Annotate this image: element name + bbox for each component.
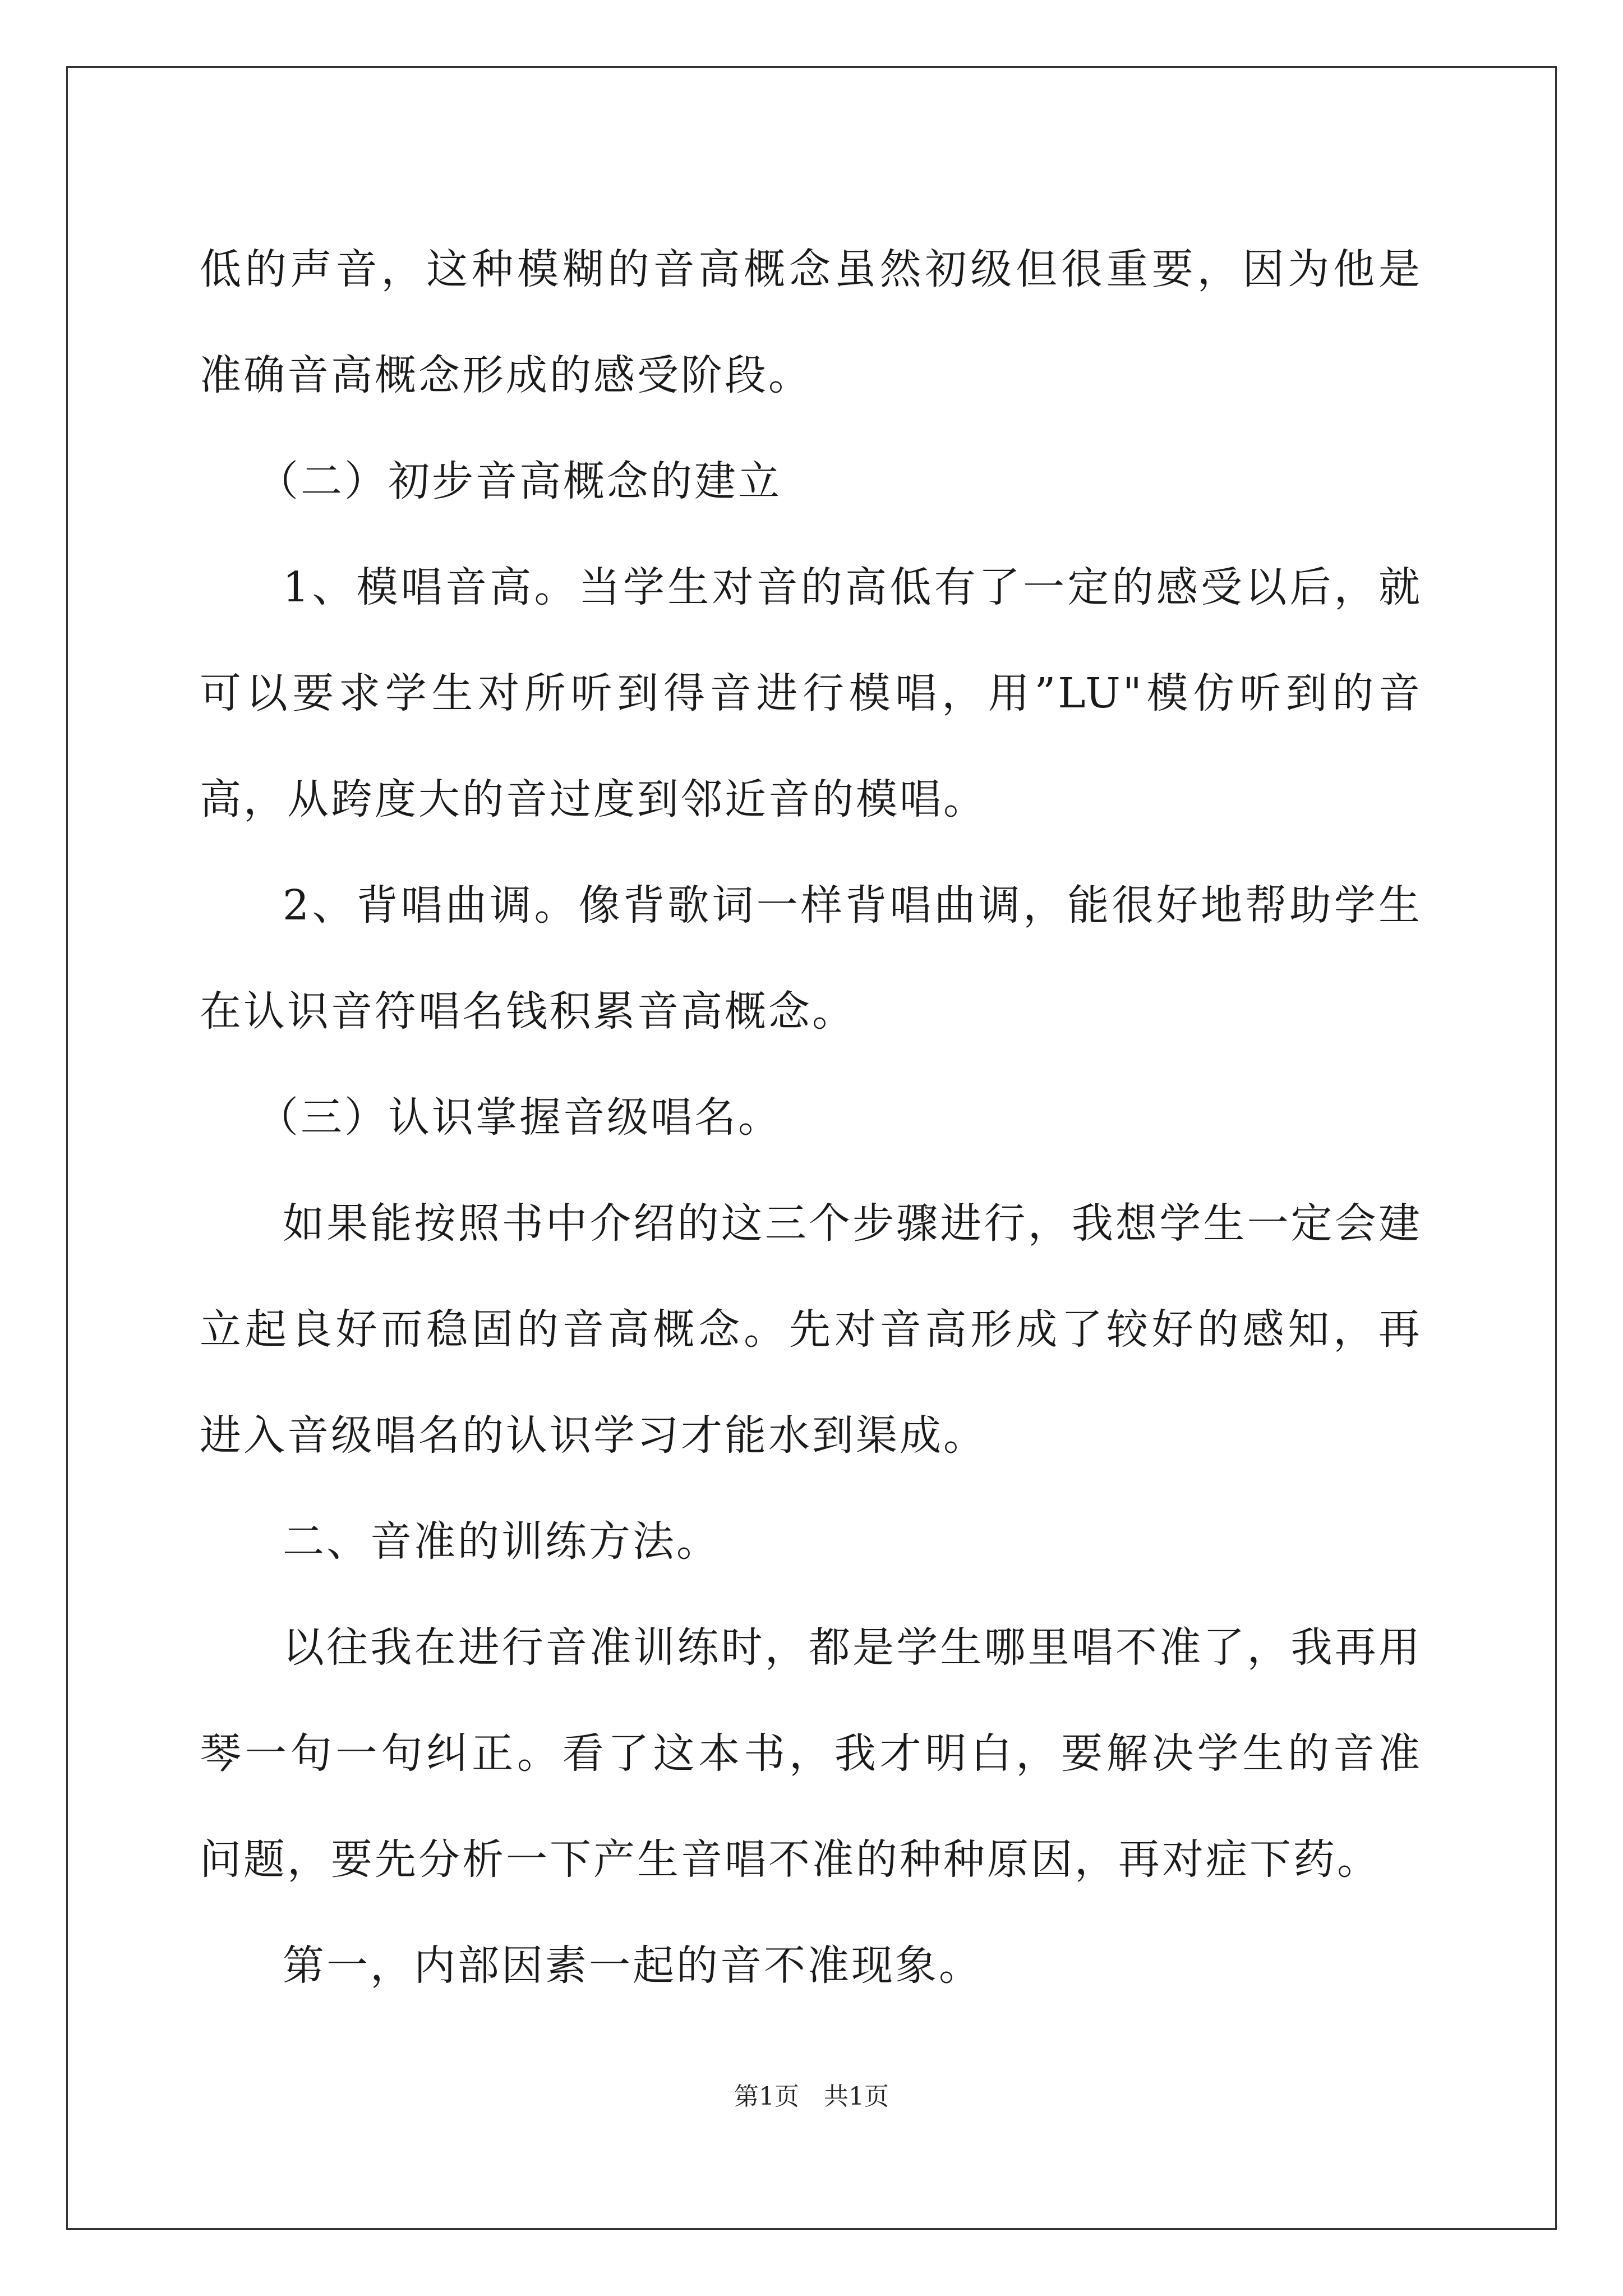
section-heading: （二）初步音高概念的建立 (257, 457, 782, 505)
section-heading: （三）认识掌握音级唱名。 (257, 1093, 782, 1142)
paragraph: 低的声音，这种模糊的音高概念虽然初级但很重要，因为他是准确音高概念形成的感受阶段。 (200, 245, 1422, 399)
paragraph: 2、背唱曲调。像背歌词一样背唱曲调，能很好地帮助学生在认识音符唱名钱积累音高概念。 (200, 881, 1422, 1036)
paragraph: 第一，内部因素一起的音不准现象。 (283, 1941, 983, 1990)
page-footer: 第1页 共1页 (734, 2082, 889, 2111)
document-body (200, 217, 1422, 2019)
paragraph: 如果能按照书中介绍的这三个步骤进行，我想学生一定会建立起良好而稳固的音高概念。先对音高形成了较好的感知，再进入音级唱名的认识学习才能水到渠成。 (200, 1199, 1422, 1460)
paragraph: 1、模唱音高。当学生对音的高低有了一定的感受以后，就可以要求学生对所听到得音进行模唱，用”LU"模仿听到的音高，从跨度大的音过度到邻近音的模唱。 (200, 563, 1422, 823)
section-heading: 二、音准的训练方法。 (283, 1517, 720, 1566)
paragraph: 以往我在进行音准训练时，都是学生哪里唱不准了，我再用琴一句一句纠正。看了这本书，我才明白，要解决学生的音准问题，要先分析一下产生音唱不准的种种原因，再对症下药。 (200, 1623, 1422, 1884)
